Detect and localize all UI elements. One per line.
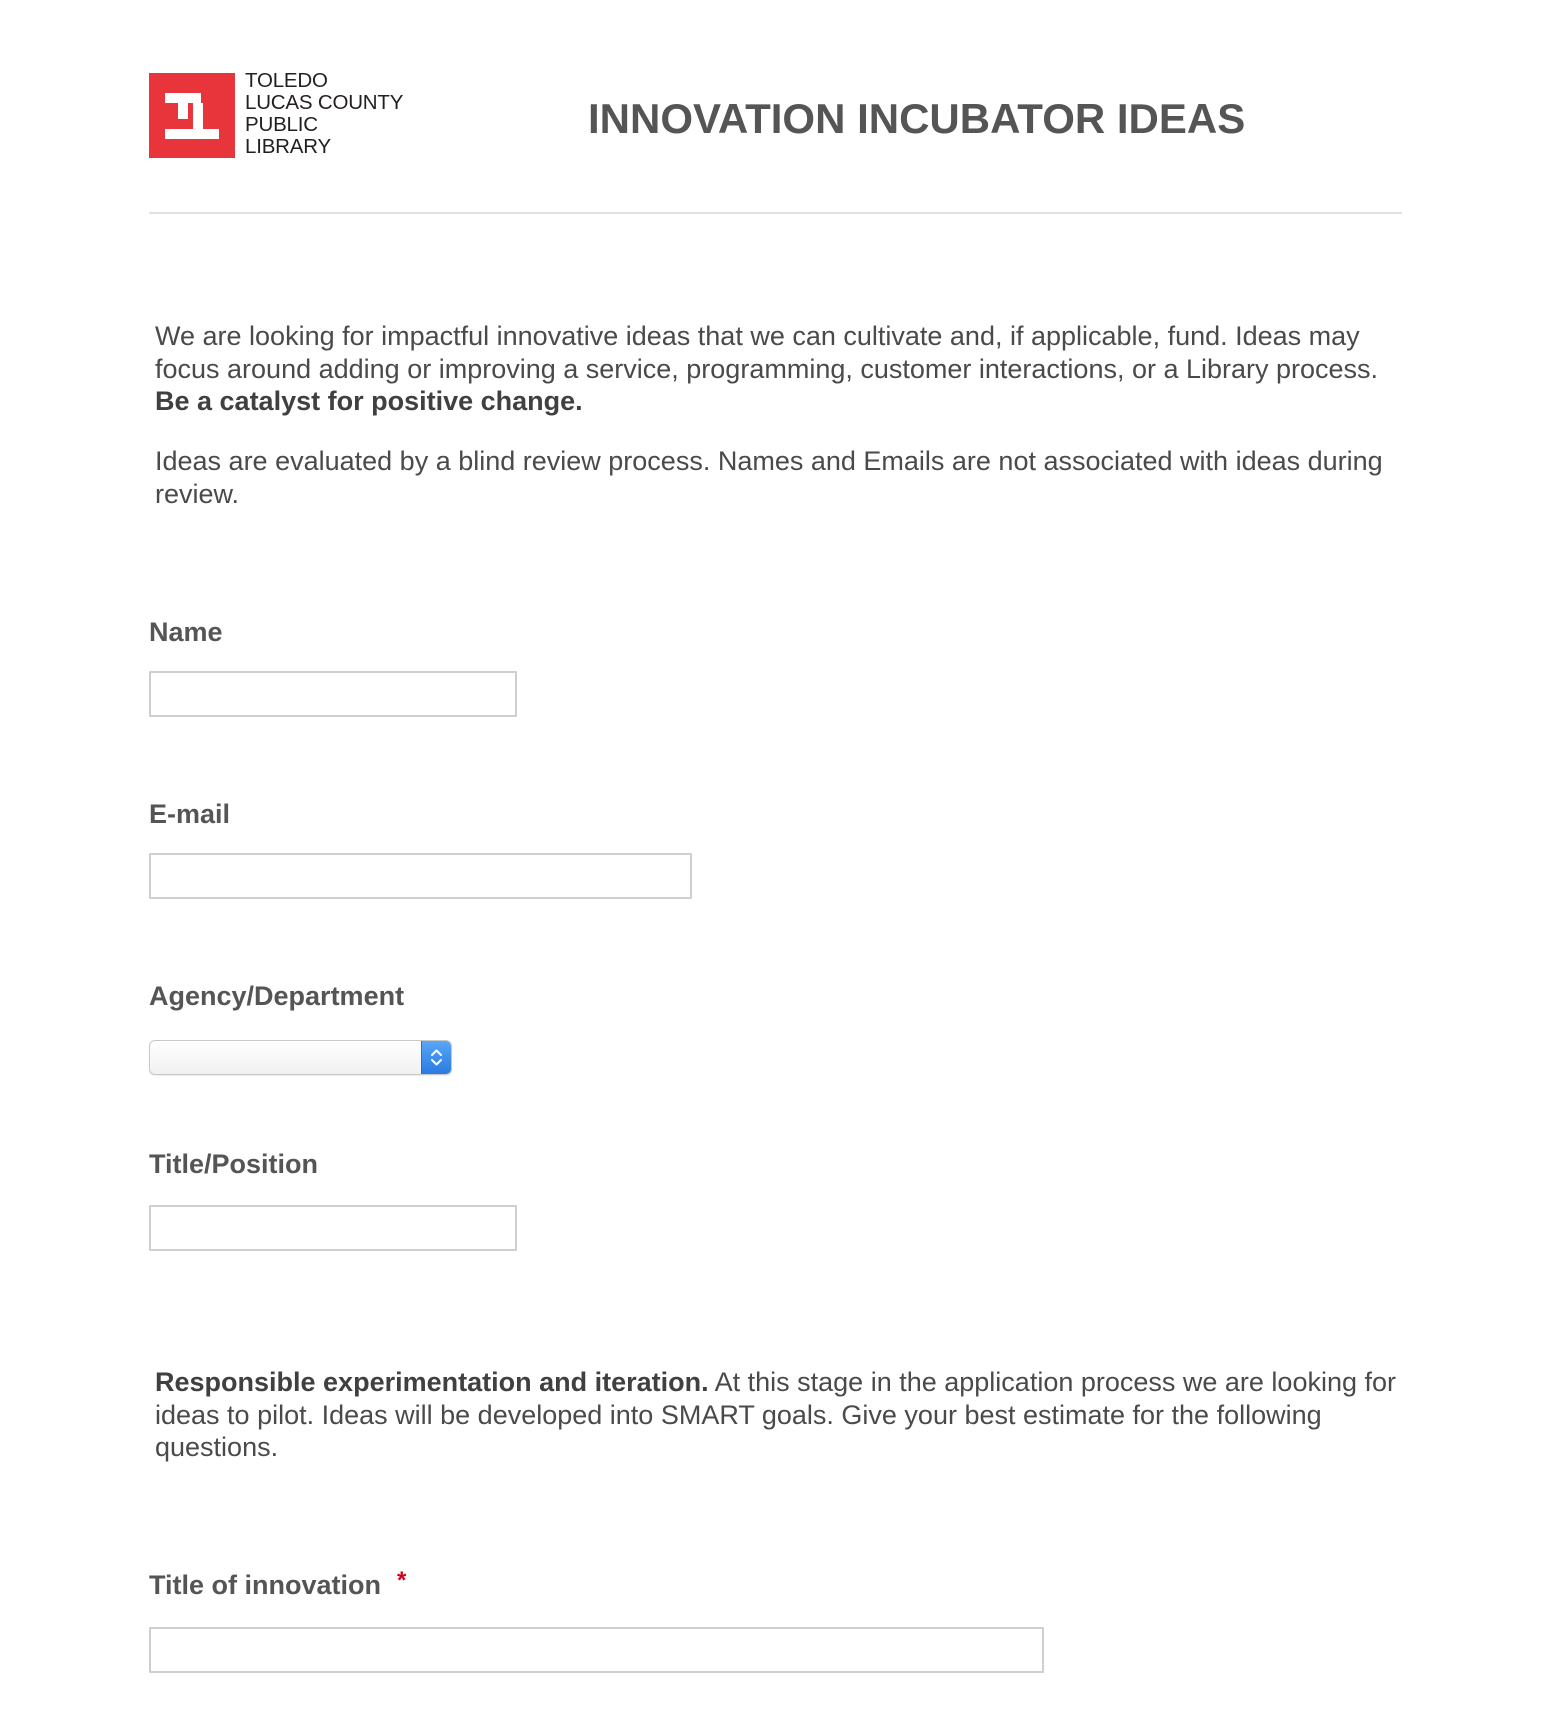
name-input[interactable] (149, 671, 517, 717)
email-input[interactable] (149, 853, 692, 899)
tl-logo-icon (149, 73, 235, 158)
required-asterisk: * (397, 1567, 407, 1594)
experimentation-emphasis: Responsible experimentation and iteration. (155, 1367, 709, 1397)
library-logo[interactable] (149, 69, 404, 158)
logo-line-1: TOLEDO (245, 69, 328, 92)
title-position-label: Title/Position (149, 1149, 319, 1179)
up-down-chevron-icon[interactable] (421, 1041, 451, 1074)
logo-line-4: LIBRARY (245, 135, 331, 158)
header-divider (149, 212, 1402, 214)
blind-review-paragraph: Ideas are evaluated by a blind review process. Names and Emails are not associated with ideas during review. (155, 446, 1383, 509)
agency-select[interactable] (149, 1040, 452, 1075)
innovation-title-label-text: Title of innovation (149, 1570, 381, 1600)
experimentation-paragraph (155, 1366, 1405, 1464)
tl-logo-glyph (149, 73, 235, 158)
intro-paragraph (155, 320, 1405, 418)
logo-line-2: LUCAS COUNTY (245, 91, 404, 114)
logo-wordmark (245, 70, 403, 158)
agency-label: Agency/Department (149, 981, 405, 1011)
logo-line-3: PUBLIC (245, 113, 318, 136)
innovation-title-label (149, 1567, 407, 1601)
title-position-input[interactable] (149, 1205, 517, 1251)
chevron-glyph (422, 1041, 451, 1074)
intro-text: We are looking for impactful innovative ideas that we can cultivate and, if applicable, fund. Ideas may focus around adding or improving a service, programming, customer interactions, or a Library process. (155, 321, 1379, 384)
email-label: E-mail (149, 799, 231, 829)
experimentation-text: At this stage in the application process we are looking for ideas to pilot. Ideas will be developed into SMART goals. Give your best estimate for the following questions. (155, 1367, 1397, 1462)
innovation-title-input[interactable] (149, 1627, 1044, 1673)
page-title: INNOVATION INCUBATOR IDEAS (588, 95, 1246, 142)
intro-emphasis: Be a catalyst for positive change. (155, 386, 583, 416)
name-label: Name (149, 617, 223, 647)
